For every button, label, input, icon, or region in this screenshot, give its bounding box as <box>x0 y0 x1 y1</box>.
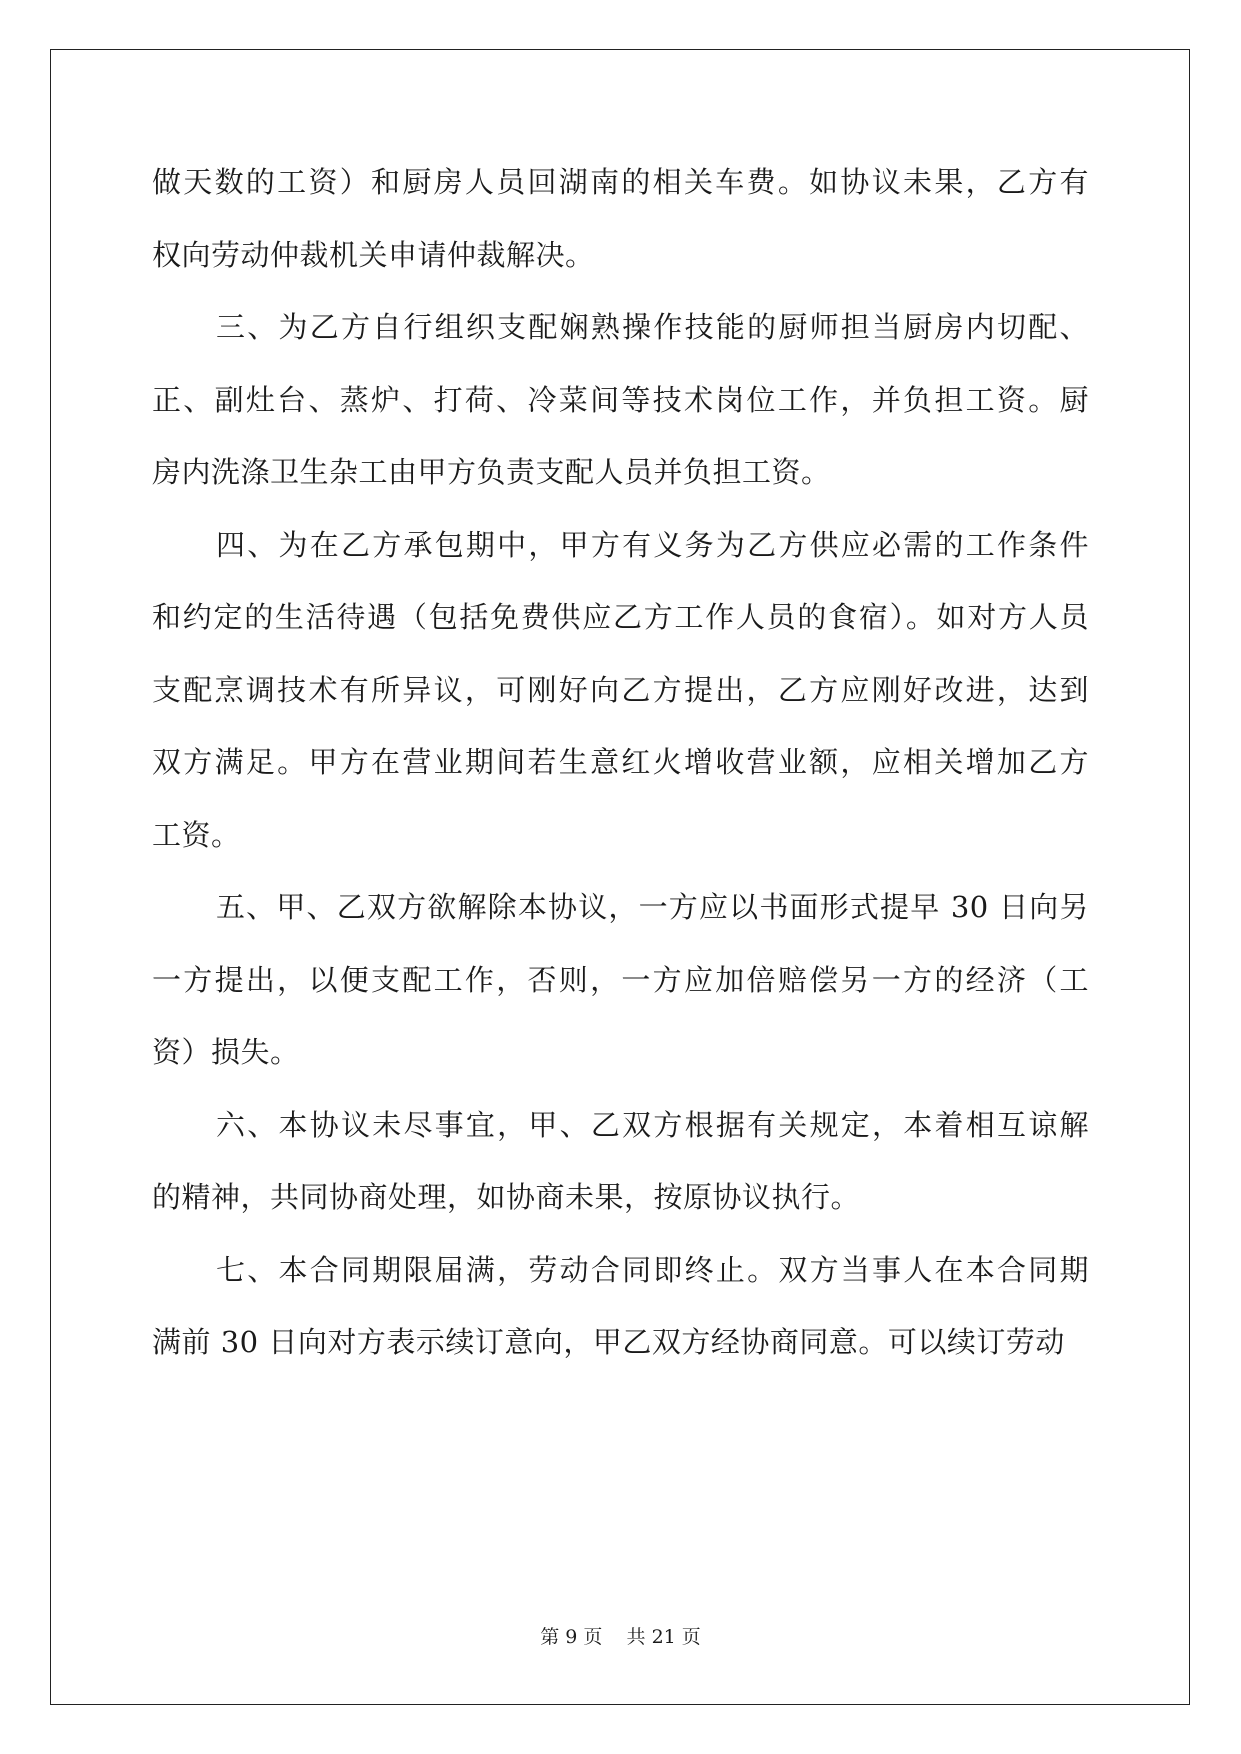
paragraph-line: 五、甲、乙双方欲解除本协议，一方应以书面形式提早 30 日向另 <box>216 890 1089 924</box>
paragraph-line: 房内洗涤卫生杂工由甲方负责支配人员并负担工资。 <box>152 455 831 489</box>
paragraph-line: 四、为在乙方承包期中，甲方有义务为乙方供应必需的工作条件 <box>216 527 1089 562</box>
paragraph-line: 工资。 <box>152 817 241 852</box>
paragraph-line: 的精神，共同协商处理，如协商未果，按原协议执行。 <box>152 1180 861 1214</box>
paragraph-line: 七、本合同期限届满，劳动合同即终止。双方当事人在本合同期 <box>216 1252 1089 1287</box>
page-footer: 第 9 页 共 21 页 <box>540 1626 701 1648</box>
paragraph-line: 做天数的工资）和厨房人员回湖南的相关车费。如协议未果，乙方有 <box>152 165 1089 199</box>
paragraph-line: 一方提出，以便支配工作，否则，一方应加倍赔偿另一方的经济（工 <box>152 962 1089 997</box>
page-border <box>50 49 1190 1705</box>
paragraph-line: 和约定的生活待遇（包括免费供应乙方工作人员的食宿）。如对方人员 <box>152 600 1089 634</box>
paragraph-line: 双方满足。甲方在营业期间若生意红火增收营业额，应相关增加乙方 <box>152 745 1089 779</box>
paragraph-line: 满前 30 日向对方表示续订意向，甲乙双方经协商同意。可以续订劳动 <box>152 1325 1065 1359</box>
paragraph-line: 权向劳动仲裁机关申请仲裁解决。 <box>152 237 595 272</box>
paragraph-line: 支配烹调技术有所异议，可刚好向乙方提出，乙方应刚好改进，达到 <box>152 672 1089 707</box>
paragraph-line: 资）损失。 <box>152 1035 300 1069</box>
paragraph-line: 六、本协议未尽事宜，甲、乙双方根据有关规定，本着相互谅解 <box>216 1107 1089 1142</box>
paragraph-line: 三、为乙方自行组织支配娴熟操作技能的厨师担当厨房内切配、 <box>216 310 1089 344</box>
paragraph-line: 正、副灶台、蒸炉、打荷、冷菜间等技术岗位工作，并负担工资。厨 <box>152 382 1089 417</box>
